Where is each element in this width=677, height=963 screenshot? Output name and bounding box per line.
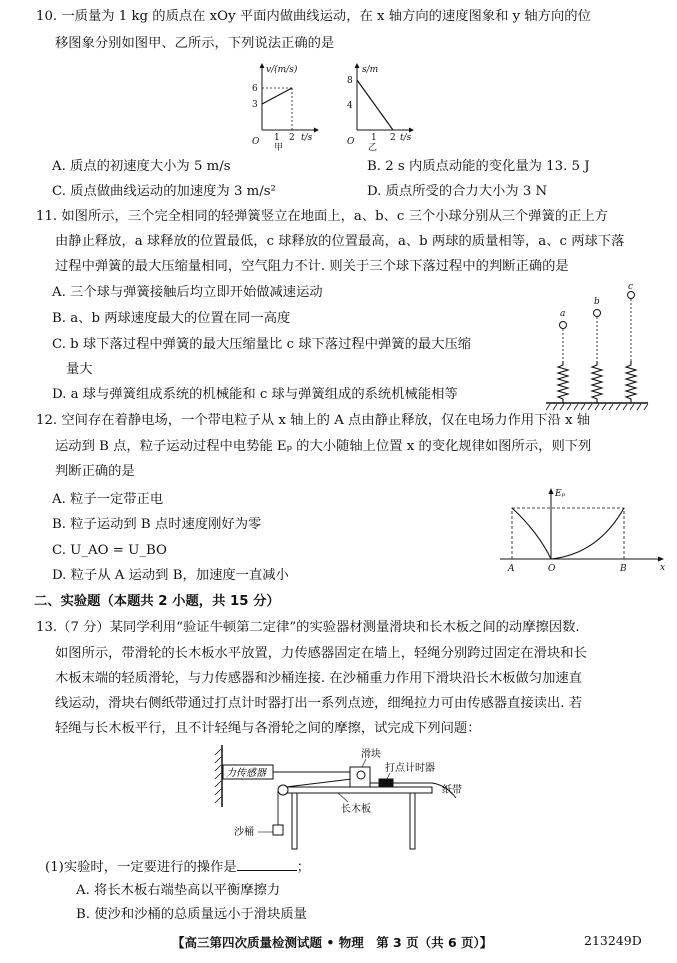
- q13-option-b: B. 使沙和沙桶的总质量远小于滑块质量: [76, 907, 307, 922]
- q10-option-b: B. 2 s 内质点动能的变化量为 13. 5 J: [367, 159, 590, 174]
- q10-graph-jia: [240, 60, 320, 152]
- svg-text:1: 1: [274, 133, 280, 143]
- q11-stem-line3: 过程中弹簧的最大压缩量相同，空气阻力不计. 则关于三个球下落过程中的判断正确的是: [55, 259, 569, 274]
- svg-text:4: 4: [347, 101, 353, 111]
- q13-stem-line2: 如图所示，带滑轮的长木板水平放置，力传感器固定在墙上，轻绳分别跨过固定在滑块和长: [55, 646, 587, 661]
- q12-stem-line3: 判断正确的是: [55, 464, 135, 479]
- q11-option-c-line1: C. b 球下落过程中弹簧的最大压缩量比 c 球下落过程中弹簧的最大压缩: [52, 337, 472, 352]
- page-footer: [0, 933, 677, 953]
- svg-text:x: x: [660, 563, 666, 573]
- q13-stem-line1: 13.（7 分）某同学利用“验证牛顿第二定律”的实验器材测量滑块和长木板之间的动摩擦因数.: [36, 620, 580, 635]
- svg-text:长木板: 长木板: [341, 804, 371, 815]
- svg-text:b: b: [594, 297, 600, 307]
- spring-b: [592, 361, 602, 403]
- svg-text:2: 2: [390, 133, 396, 143]
- svg-text:O: O: [347, 137, 355, 147]
- section-heading: 二、实验题（本题共 2 小题，共 15 分）: [34, 594, 280, 609]
- svg-text:a: a: [560, 309, 566, 319]
- q13-stem-line4: 线运动，滑块右侧纸带通过打点计时器打出一系列点迹，细绳拉力可由传感器直接读出. 若: [55, 696, 583, 711]
- q13-option-a: A. 将长木板右端垫高以平衡摩擦力: [76, 883, 281, 898]
- svg-text:8: 8: [347, 76, 353, 86]
- q10-stem-line2: 移图象分别如图甲、乙所示，下列说法正确的是: [55, 36, 335, 51]
- q13-apparatus-figure: [210, 743, 480, 851]
- svg-text:1: 1: [371, 133, 377, 143]
- svg-text:O: O: [548, 564, 556, 574]
- svg-text:t/s: t/s: [400, 133, 412, 143]
- ball-c: [628, 292, 635, 299]
- q11-stem-line2: 由静止释放，a 球释放的位置最低，c 球释放的位置最高，a、b 两球的质量相等，a、c 两球下落: [55, 234, 625, 249]
- q12-option-d: D. 粒子从 A 运动到 B，加速度一直减小: [52, 568, 289, 583]
- svg-text:O: O: [252, 137, 260, 147]
- svg-text:3: 3: [252, 100, 258, 110]
- q11-option-d: D. a 球与弹簧组成系统的机械能和 c 球与弹簧组成的系统机械能相等: [52, 387, 458, 402]
- spring-c: [626, 361, 636, 403]
- q12-stem-line2: 运动到 B 点，粒子运动过程中电势能 Eₚ 的大小随轴上位置 x 的变化规律如图所示，则下列: [55, 439, 592, 454]
- svg-text:力传感器: 力传感器: [226, 768, 266, 779]
- answer-blank[interactable]: [237, 858, 297, 871]
- svg-text:A: A: [508, 564, 515, 574]
- svg-text:滑块: 滑块: [361, 749, 381, 760]
- footer-code: 213249D: [584, 933, 642, 948]
- displacement-line: [357, 80, 393, 130]
- q12-option-a: A. 粒子一定带正电: [52, 492, 164, 507]
- sand-bucket: [273, 825, 283, 835]
- q11-springs-figure: [540, 283, 655, 413]
- svg-text:甲: 甲: [274, 143, 284, 152]
- q13-stem-line3: 木板末端的轻质滑轮，与力传感器和沙桶连接. 在沙桶重力作用下滑块沿长木板做匀加速直: [55, 671, 583, 686]
- svg-text:6: 6: [252, 84, 258, 94]
- q12-ep-graph: [498, 482, 670, 574]
- svg-text:t/s: t/s: [301, 133, 313, 143]
- svg-text:乙: 乙: [368, 143, 378, 152]
- svg-text:纸带: 纸带: [442, 785, 462, 796]
- graph-yi-ylabel: s/m: [362, 65, 379, 75]
- q12-stem-line1: 12. 空间存在着静电场，一个带电粒子从 x 轴上的 A 点由静止释放，仅在电场力作用下沿 x 轴: [36, 413, 591, 428]
- q13-sub1: (1)实验时，一定要进行的操作是 ；: [45, 860, 310, 875]
- q11-option-c-line2: 量大: [66, 362, 93, 377]
- footer-title: 【高三第四次质量检测试题 • 物理 第 3 页（共 6 页）】: [172, 935, 493, 950]
- q12-option-b: B. 粒子运动到 B 点时速度刚好为零: [52, 517, 262, 532]
- svg-text:沙桶: 沙桶: [234, 827, 254, 838]
- velocity-line: [262, 88, 292, 104]
- q10-graph-yi: [335, 60, 415, 152]
- q11-option-a: A. 三个球与弹簧接触后均立即开始做减速运动: [52, 285, 323, 300]
- ep-curve: [512, 508, 624, 559]
- q11-option-b: B. a、b 两球速度最大的位置在同一高度: [52, 311, 291, 326]
- q11-stem-line1: 11. 如图所示，三个完全相同的轻弹簧竖立在地面上，a、b、c 三个小球分别从三个弹簧的正上方: [36, 209, 609, 224]
- svg-text:Eₚ: Eₚ: [555, 489, 566, 499]
- q10-option-c: C. 质点做曲线运动的加速度为 3 m/s²: [52, 184, 276, 199]
- ball-a: [560, 322, 567, 329]
- q10-option-d: D. 质点所受的合力大小为 3 N: [367, 184, 548, 199]
- ball-b: [594, 310, 601, 317]
- svg-text:B: B: [620, 564, 627, 574]
- q10-stem-line1: 10. 一质量为 1 kg 的质点在 xOy 平面内做曲线运动，在 x 轴方向的速度图象和 y 轴方向的位: [36, 9, 591, 24]
- q10-option-a: A. 质点的初速度大小为 5 m/s: [52, 159, 231, 174]
- long-board: [280, 787, 432, 793]
- graph-jia-ylabel: v/(m/s): [266, 65, 298, 75]
- svg-text:打点计时器: 打点计时器: [385, 763, 435, 774]
- svg-text:c: c: [628, 283, 634, 292]
- svg-text:2: 2: [289, 133, 295, 143]
- q12-option-c: C. U_AO = U_BO: [52, 543, 167, 558]
- spring-a: [558, 361, 568, 403]
- q13-stem-line5: 轻绳与长木板平行，且不计轻绳与各滑轮之间的摩擦，试完成下列问题：: [55, 721, 481, 736]
